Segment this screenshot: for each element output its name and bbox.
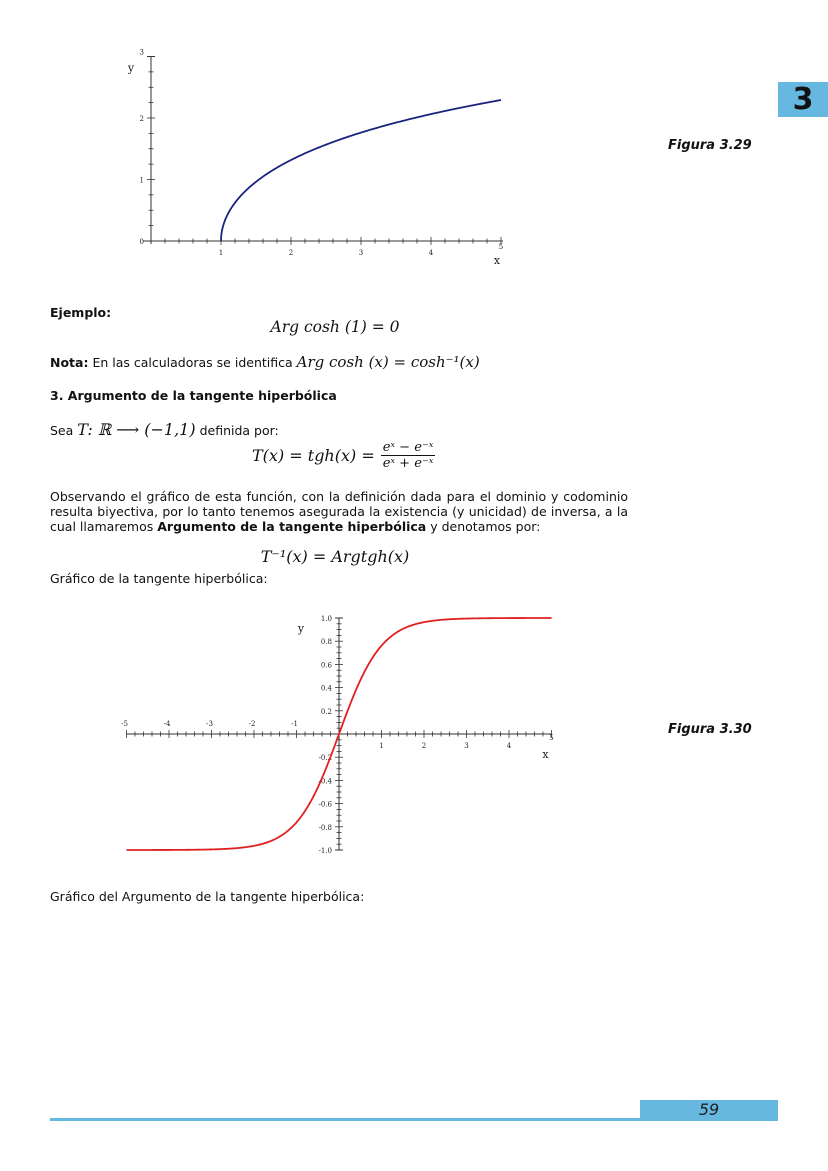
chapter-number-tab: 3: [778, 82, 828, 117]
nota-formula: Arg cosh (x) = cosh⁻¹(x): [296, 353, 480, 371]
x-tick-label: -1: [291, 720, 298, 728]
y-tick-label: -0.6: [318, 800, 332, 809]
x-tick-label: -2: [248, 720, 256, 728]
y-tick-label: 0.2: [320, 707, 332, 716]
x-tick-label: -3: [206, 720, 213, 728]
sea-text: Sea: [50, 423, 74, 438]
tgh-definition: [252, 440, 435, 471]
x-tick-label: 2: [421, 742, 427, 750]
tgh-fraction-denominator: eˣ + e⁻ˣ: [382, 456, 434, 471]
y-tick-label: 1: [139, 176, 144, 185]
nota-line: [50, 354, 480, 371]
x-tick-label: 5: [498, 243, 504, 251]
y-axis-label: y: [127, 61, 135, 75]
tgh-definition-lhs: T(x) = tgh(x) =: [252, 446, 375, 465]
y-tick-label: -0.4: [318, 777, 332, 786]
tgh-fraction: [381, 440, 436, 471]
y-tick-label: -0.2: [318, 754, 332, 763]
argtgh-graph-caption: Gráfico del Argumento de la tangente hiperbólica:: [50, 889, 365, 904]
y-tick-label: 0.8: [320, 638, 332, 647]
y-tick-label: 0: [139, 238, 144, 246]
x-tick-label: 5: [549, 734, 554, 742]
x-axis-label: x: [493, 254, 501, 267]
inverse-paragraph: [50, 489, 628, 534]
x-tick-label: 3: [358, 249, 364, 257]
paragraph-part-1: Observando el gráfico de esta función, con la definición dada para el dominio y codominio resulta biyectiva, por lo tanto tenemos asegurada la existencia (y unicidad) de inversa, a la cual llamaremos: [50, 489, 628, 534]
ejemplo-heading: Ejemplo:: [50, 305, 112, 320]
nota-text: En las calculadoras se identifica: [92, 355, 293, 370]
x-tick-label: 4: [506, 742, 512, 750]
x-tick-label: 2: [288, 249, 294, 257]
page-number: 59: [640, 1100, 778, 1121]
y-tick-label: 0.4: [320, 684, 332, 693]
x-tick-label: 4: [428, 249, 434, 257]
x-tick-label: -5: [121, 720, 128, 728]
x-tick-label: 1: [218, 249, 224, 257]
y-axis-label: y: [297, 622, 305, 635]
argcosh-curve: [221, 100, 501, 241]
figure-3-29-label: Figura 3.29: [668, 138, 752, 153]
y-tick-label: -1.0: [318, 847, 332, 855]
sea-formula: T: ℝ ⟶ (−1,1): [77, 420, 196, 439]
y-tick-label: 1.0: [320, 615, 332, 623]
x-tick-label: 3: [464, 742, 469, 750]
figure-3-30-label: Figura 3.30: [668, 722, 752, 737]
y-tick-label: 2: [139, 115, 144, 123]
sea-line: [50, 422, 279, 439]
nota-label: Nota:: [50, 355, 89, 370]
paragraph-part-2: y denotamos por:: [430, 519, 541, 534]
sea-suffix: definida por:: [199, 423, 279, 438]
paragraph-bold: Argumento de la tangente hiperbólica: [157, 519, 427, 534]
inverse-formula: T⁻¹(x) = Argtgh(x): [260, 547, 410, 566]
tgh-chart: [110, 610, 570, 860]
x-tick-label: -4: [163, 720, 171, 728]
tgh-fraction-numerator: eˣ − e⁻ˣ: [382, 440, 434, 455]
tgh-graph-caption: Gráfico de la tangente hiperbólica:: [50, 571, 268, 586]
ejemplo-formula: Arg cosh (1) = 0: [270, 318, 400, 336]
y-tick-label: 3: [139, 48, 144, 57]
y-tick-label: -0.8: [318, 823, 332, 832]
y-tick-label: 0.6: [320, 661, 332, 670]
section-3-heading: 3. Argumento de la tangente hiperbólica: [50, 388, 337, 403]
x-axis-label: x: [542, 748, 549, 761]
x-tick-label: 1: [379, 742, 384, 750]
argcosh-chart: [110, 48, 530, 270]
